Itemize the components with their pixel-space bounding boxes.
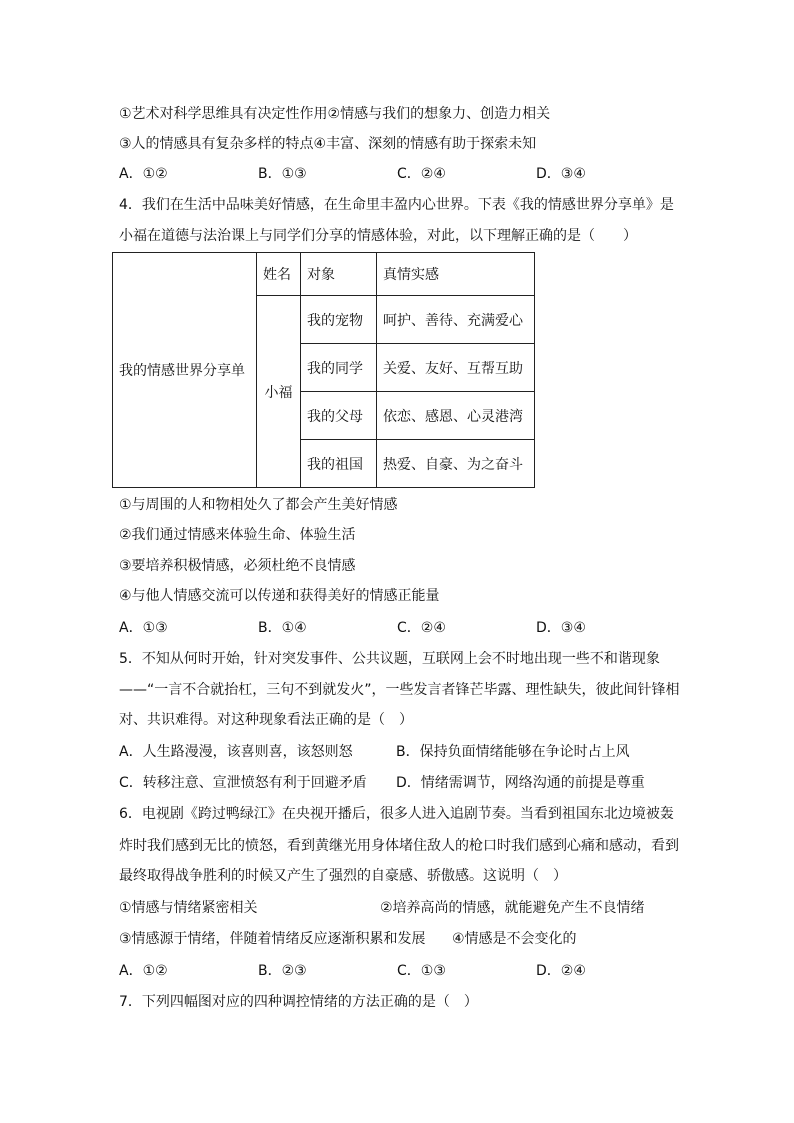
q6-stem-line-2: 炸时我们感到无比的愤怒，看到黄继光用身体堵住敌人的枪口时我们感到心痛和感动，看到: [119, 838, 679, 854]
q4-option-b: B．①④: [258, 620, 307, 636]
emotion-share-table: [112, 252, 535, 488]
q6-stem-line-3: 最终取得战争胜利的时候又产生了强烈的自豪感、骄傲感。这说明（ ）: [119, 868, 567, 884]
q5-stem-line-3: 对、共识难得。对这种现象看法正确的是（ ）: [119, 712, 413, 728]
table-title: 我的情感世界分享单: [113, 253, 257, 488]
q7-stem: 7．下列四幅图对应的四种调控情绪的方法正确的是（ ）: [119, 994, 478, 1010]
q6-statement-3: ③情感源于情绪，伴随着情绪反应逐渐积累和发展: [119, 931, 426, 947]
feeling-cell: 呵护、善待、充满爱心: [377, 296, 535, 344]
q5-option-b: B．保持负面情绪能够在争论时占上风: [396, 744, 630, 760]
q3-statements-3-4: ③人的情感具有复杂多样的特点④丰富、深刻的情感有助于探索未知: [119, 136, 537, 152]
feeling-cell: 关爱、友好、互帮互助: [377, 344, 535, 392]
student-name: 小福: [257, 296, 301, 488]
object-cell: 我的祖国: [301, 440, 377, 488]
q6-statement-1: ①情感与情绪紧密相关: [119, 900, 258, 916]
q3-option-b: B．①③: [258, 166, 307, 182]
q6-option-c: C．①③: [397, 963, 446, 979]
q4-statement-4: ④与他人情感交流可以传递和获得美好的情感正能量: [119, 588, 440, 604]
q4-option-d: D．③④: [536, 620, 586, 636]
q6-option-a: A．①②: [119, 963, 168, 979]
q3-option-c: C．②④: [397, 166, 446, 182]
object-cell: 我的父母: [301, 392, 377, 440]
q4-statement-1: ①与周围的人和物相处久了都会产生美好情感: [119, 497, 398, 513]
header-name: 姓名: [257, 253, 301, 296]
object-cell: 我的宠物: [301, 296, 377, 344]
q5-stem-line-1: 5．不知从何时开始，针对突发事件、公共议题，互联网上会不时地出现一些不和谐现象: [119, 651, 660, 667]
q4-option-c: C．②④: [397, 620, 446, 636]
q4-option-a: A．①③: [119, 620, 168, 636]
q5-option-a: A．人生路漫漫，该喜则喜，该怒则怒: [119, 744, 353, 760]
q3-statements-1-2: ①艺术对科学思维具有决定性作用②情感与我们的想象力、创造力相关: [119, 106, 551, 122]
object-cell: 我的同学: [301, 344, 377, 392]
q6-option-d: D．②④: [536, 963, 586, 979]
q3-option-d: D．③④: [536, 166, 586, 182]
header-object: 对象: [301, 253, 377, 296]
q3-option-a: A．①②: [119, 166, 168, 182]
q5-option-c: C．转移注意、宣泄愤怒有利于回避矛盾: [119, 775, 367, 791]
q6-statement-4: ④情感是不会变化的: [452, 931, 577, 947]
q6-option-b: B．②③: [258, 963, 307, 979]
q6-statement-2: ②培养高尚的情感，就能避免产生不良情绪: [380, 900, 645, 916]
feeling-cell: 依恋、感恩、心灵港湾: [377, 392, 535, 440]
q5-option-d: D．情绪需调节，网络沟通的前提是尊重: [396, 775, 645, 791]
q4-statement-2: ②我们通过情感来体验生命、体验生活: [119, 527, 356, 543]
q5-stem-line-2: ——“一言不合就抬杠，三句不到就发火”，一些发言者锋芒毕露、理性缺失，彼此间针锋相: [119, 682, 680, 698]
q4-stem-line-1: 4．我们在生活中品味美好情感，在生命里丰盈内心世界。下表《我的情感世界分享单》是: [119, 197, 674, 213]
q6-stem-line-1: 6．电视剧《跨过鸭绿江》在央视开播后，很多人进入追剧节奏。当看到祖国东北边境被轰: [119, 806, 674, 822]
q4-stem-line-2: 小福在道德与法治课上与同学们分享的情感体验，对此，以下理解正确的是（ ）: [119, 228, 637, 244]
feeling-cell: 热爱、自豪、为之奋斗: [377, 440, 535, 488]
header-feeling: 真情实感: [377, 253, 535, 296]
q4-statement-3: ③要培养积极情感，必须杜绝不良情感: [119, 558, 356, 574]
